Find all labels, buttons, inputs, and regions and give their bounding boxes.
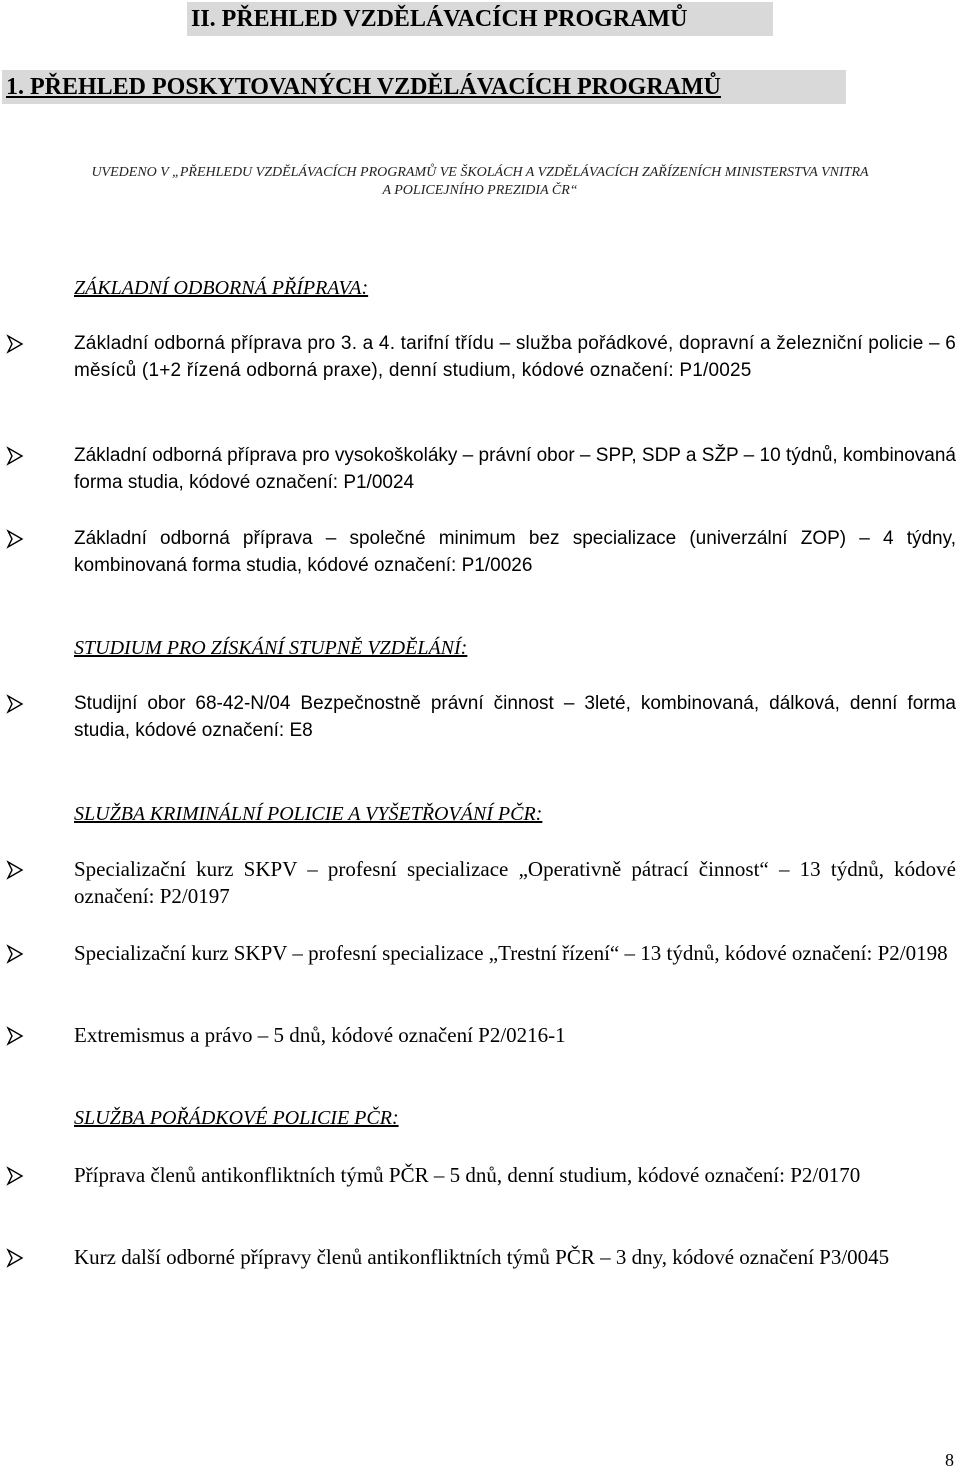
arrowhead-bullet-icon <box>6 694 24 714</box>
list-item-text: Základní odborná příprava – společné minimum bez specializace (univerzální ZOP) – 4 týdny, kombinovaná forma studia, kódové označení: P1/0026 <box>74 528 956 576</box>
list-item-text: Extremismus a právo – 5 dnů, kódové označení P2/0216-1 <box>74 1023 566 1047</box>
arrowhead-bullet-icon <box>6 860 24 880</box>
list-item-text: Kurz další odborné přípravy členů antikonfliktních týmů PČR – 3 dny, kódové označení P3/0045 <box>74 1245 890 1269</box>
list-item-text: Specializační kurz SKPV – profesní specializace „Trestní řízení“ – 13 týdnů, kódové označení: P2/0198 <box>74 941 948 965</box>
arrowhead-bullet-icon <box>6 529 24 549</box>
arrowhead-bullet-icon <box>6 334 24 354</box>
arrowhead-bullet-icon <box>6 1248 24 1268</box>
page-number: 8 <box>945 1450 954 1470</box>
arrowhead-bullet-icon <box>6 446 24 466</box>
intro-line-1: UVEDENO V „PŘEHLEDU VZDĚLÁVACÍCH PROGRAMŮ VE ŠKOLÁCH A VZDĚLÁVACÍCH ZAŘÍZENÍCH MINISTERSTVA VNITRA <box>91 165 869 180</box>
arrowhead-bullet-icon <box>6 1166 24 1186</box>
chapter-heading: II. PŘEHLED VZDĚLÁVACÍCH PROGRAMŮ <box>187 2 773 36</box>
list-item-text: Základní odborná příprava pro vysokoškoláky – právní obor – SPP, SDP a SŽP – 10 týdnů, kombinovaná forma studia, kódové označení: P1/0024 <box>74 445 956 493</box>
list-item-text: Specializační kurz SKPV – profesní specializace „Operativně pátrací činnost“ – 13 týdnů, kódové označení: P2/0197 <box>74 857 956 908</box>
intro-line-2: A POLICEJNÍHO PREZIDIA ČR“ <box>382 183 578 198</box>
list-item-text: Základní odborná příprava pro 3. a 4. tarifní třídu – služba pořádkové, dopravní a železniční policie – 6 měsíců (1+2 řízená odborná praxe), denní studium, kódové označení: P1/0025 <box>74 333 956 381</box>
section-heading: 1. PŘEHLED POSKYTOVANÝCH VZDĚLÁVACÍCH PROGRAMŮ <box>2 70 846 104</box>
category-heading-spp: SLUŽBA POŘÁDKOVÉ POLICIE PČR: <box>74 1107 399 1129</box>
category-heading-zakladni-odborna-priprava: ZÁKLADNÍ ODBORNÁ PŘÍPRAVA: <box>74 277 369 299</box>
category-heading-skpv: SLUŽBA KRIMINÁLNÍ POLICIE A VYŠETŘOVÁNÍ PČR: <box>74 803 543 825</box>
list-item-text: Studijní obor 68-42-N/04 Bezpečnostně právní činnost – 3leté, kombinovaná, dálková, denní forma studia, kódové označení: E8 <box>74 693 956 741</box>
arrowhead-bullet-icon <box>6 1026 24 1046</box>
list-item-text: Příprava členů antikonfliktních týmů PČR – 5 dnů, denní studium, kódové označení: P2/0170 <box>74 1163 861 1187</box>
arrowhead-bullet-icon <box>6 944 24 964</box>
category-heading-studium: STUDIUM PRO ZÍSKÁNÍ STUPNĚ VZDĚLÁNÍ: <box>74 637 468 659</box>
